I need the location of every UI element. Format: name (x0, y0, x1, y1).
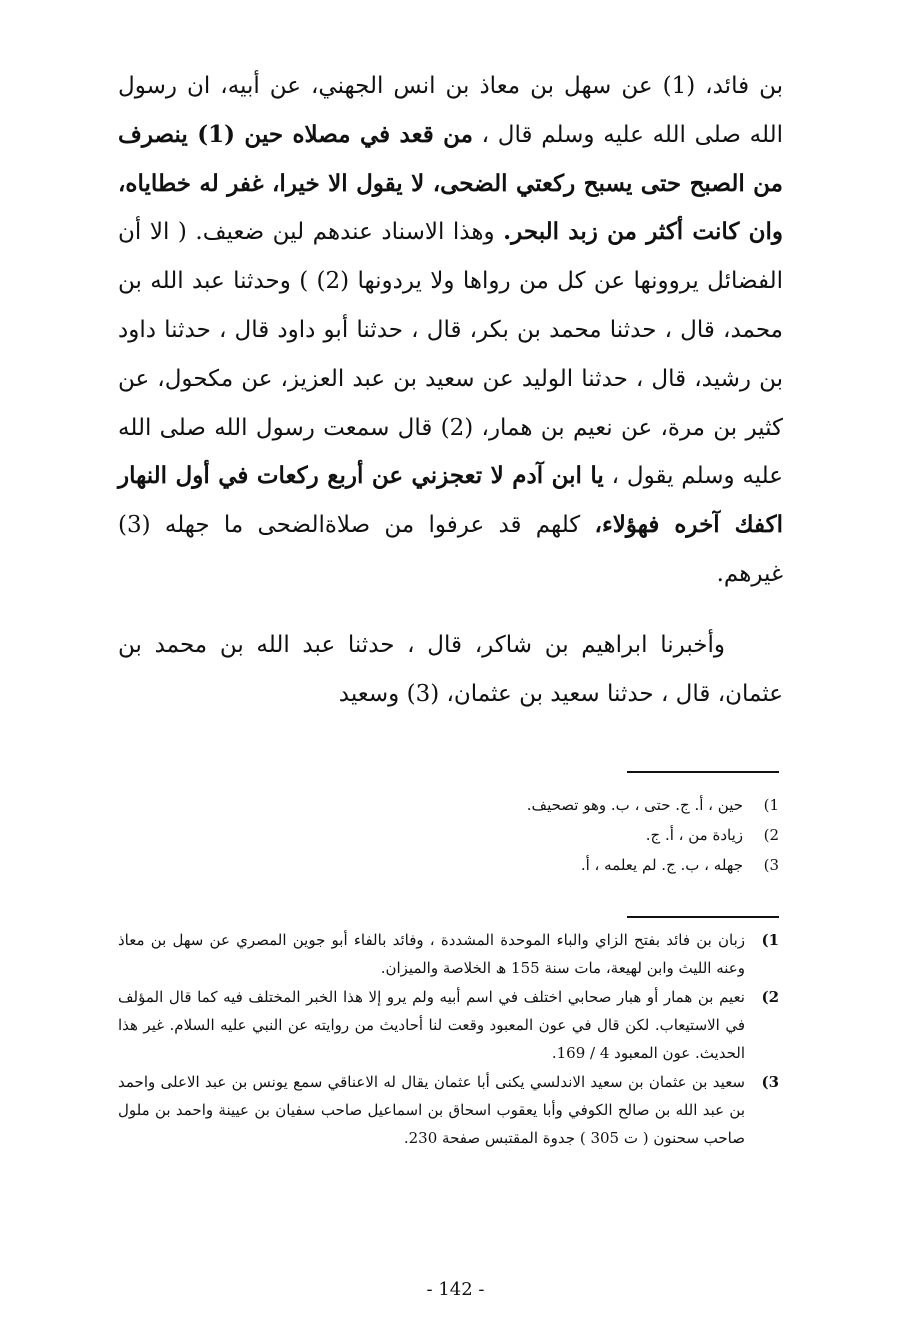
paragraph-2: وأخبرنا ابراهيم بن شاكر، قال ، حدثنا عبد الله بن محمد بن عثمان، قال ، حدثنا سعيد بن عثمان، (3) وسعيد (118, 631, 783, 707)
footnote-text: نعيم بن همار أو هبار صحابي اختلف في اسم أبيه ولم يرو إلا هذا الخبر المختلف فيه كما قال المؤلف في الاستيعاب. لكن قال في عون المعبود وقعت لنا أحاديث من روايته عن النبي عليه السلام. غير هذا الحديث. عون المعبود 4 / 169. (118, 988, 745, 1062)
hadith-text-bold: يا ابن آدم لا تعجزني عن أربع ركعات في أول النهار اكفك آخره فهؤلاء، (118, 462, 783, 539)
footnote (118, 983, 779, 1067)
page-number: - 142 - (426, 1279, 485, 1300)
footnote (118, 926, 779, 982)
variant-item (360, 820, 779, 850)
variant-number: 1) (763, 796, 779, 814)
hadith-text-bold: من قعد في مصلاه حين (1) ينصرف من الصبح حتى يسبح ركعتي الضحى، لا يقول الا خيرا، غفر له خطاياه، وان كانت أكثر من زبد البحر. (118, 120, 783, 246)
variant-readings (360, 790, 779, 880)
footnote-number: 3) (761, 1073, 779, 1091)
variant-number: 2) (763, 826, 779, 844)
text-run: كلهم قد عرفوا من صلاةالضحى ما جهله (3) غيرهم. (118, 512, 783, 587)
footnote (118, 1068, 779, 1152)
text-run: وهذا الاسناد عندهم لين ضعيف. ( الا أن الفضائل يروونها عن كل من رواها ولا يردونها (2) ) وحدثنا عبد الله بن محمد، قال ، حدثنا محمد بن بكر، قال ، حدثنا أبو داود قال ، حدثنا داود بن رشيد، قال ، حدثنا الوليد عن سعيد بن عبد العزيز، عن مكحول، عن كثير بن مرة، عن نعيم بن همار، (2) قال سمعت رسول الله صلى الله عليه وسلم يقول ، (118, 219, 783, 490)
variant-text: زيادة من ، أ. ج. (645, 826, 743, 844)
text-run: بن فائد، (1) عن سهل بن معاذ بن انس الجهني، عن أبيه، ان رسول الله صلى الله عليه وسلم قال ، (118, 73, 784, 148)
paragraph-1 (118, 62, 783, 599)
footnote-separator (627, 771, 779, 773)
footnote-number: 1) (761, 931, 779, 949)
variant-text: حين ، أ. ج. حتى ، ب. وهو تصحيف. (526, 796, 743, 814)
variant-number: 3) (763, 856, 779, 874)
footnote-number: 2) (761, 988, 779, 1006)
variant-item (360, 790, 779, 820)
footnote-separator (627, 916, 779, 918)
footnotes (118, 926, 779, 1153)
main-text (118, 62, 783, 718)
variant-item (360, 850, 779, 880)
footnote-text: سعيد بن عثمان بن سعيد الاندلسي يكنى أبا عثمان يقال له الاعناقي سمع يونس بن عبد الاعلى واحمد بن عبد الله بن صالح الكوفي وأبا يعقوب اسحاق بن اسماعيل صاحب سفيان بن عيينة واحمد بن ملول صاحب سحنون ( ت 305 ) جدوة المقتبس صفحة 230. (118, 1073, 745, 1147)
variant-text: جهله ، ب. ج. لم يعلمه ، أ. (580, 856, 743, 874)
footnote-text: زبان بن فائد بفتح الزاي والباء الموحدة المشددة ، وفائد بالفاء أبو جوين المصري عن سهل بن معاذ وعنه الليث وابن لهيعة، مات سنة 155 ھ الخلاصة والميزان. (118, 931, 745, 977)
